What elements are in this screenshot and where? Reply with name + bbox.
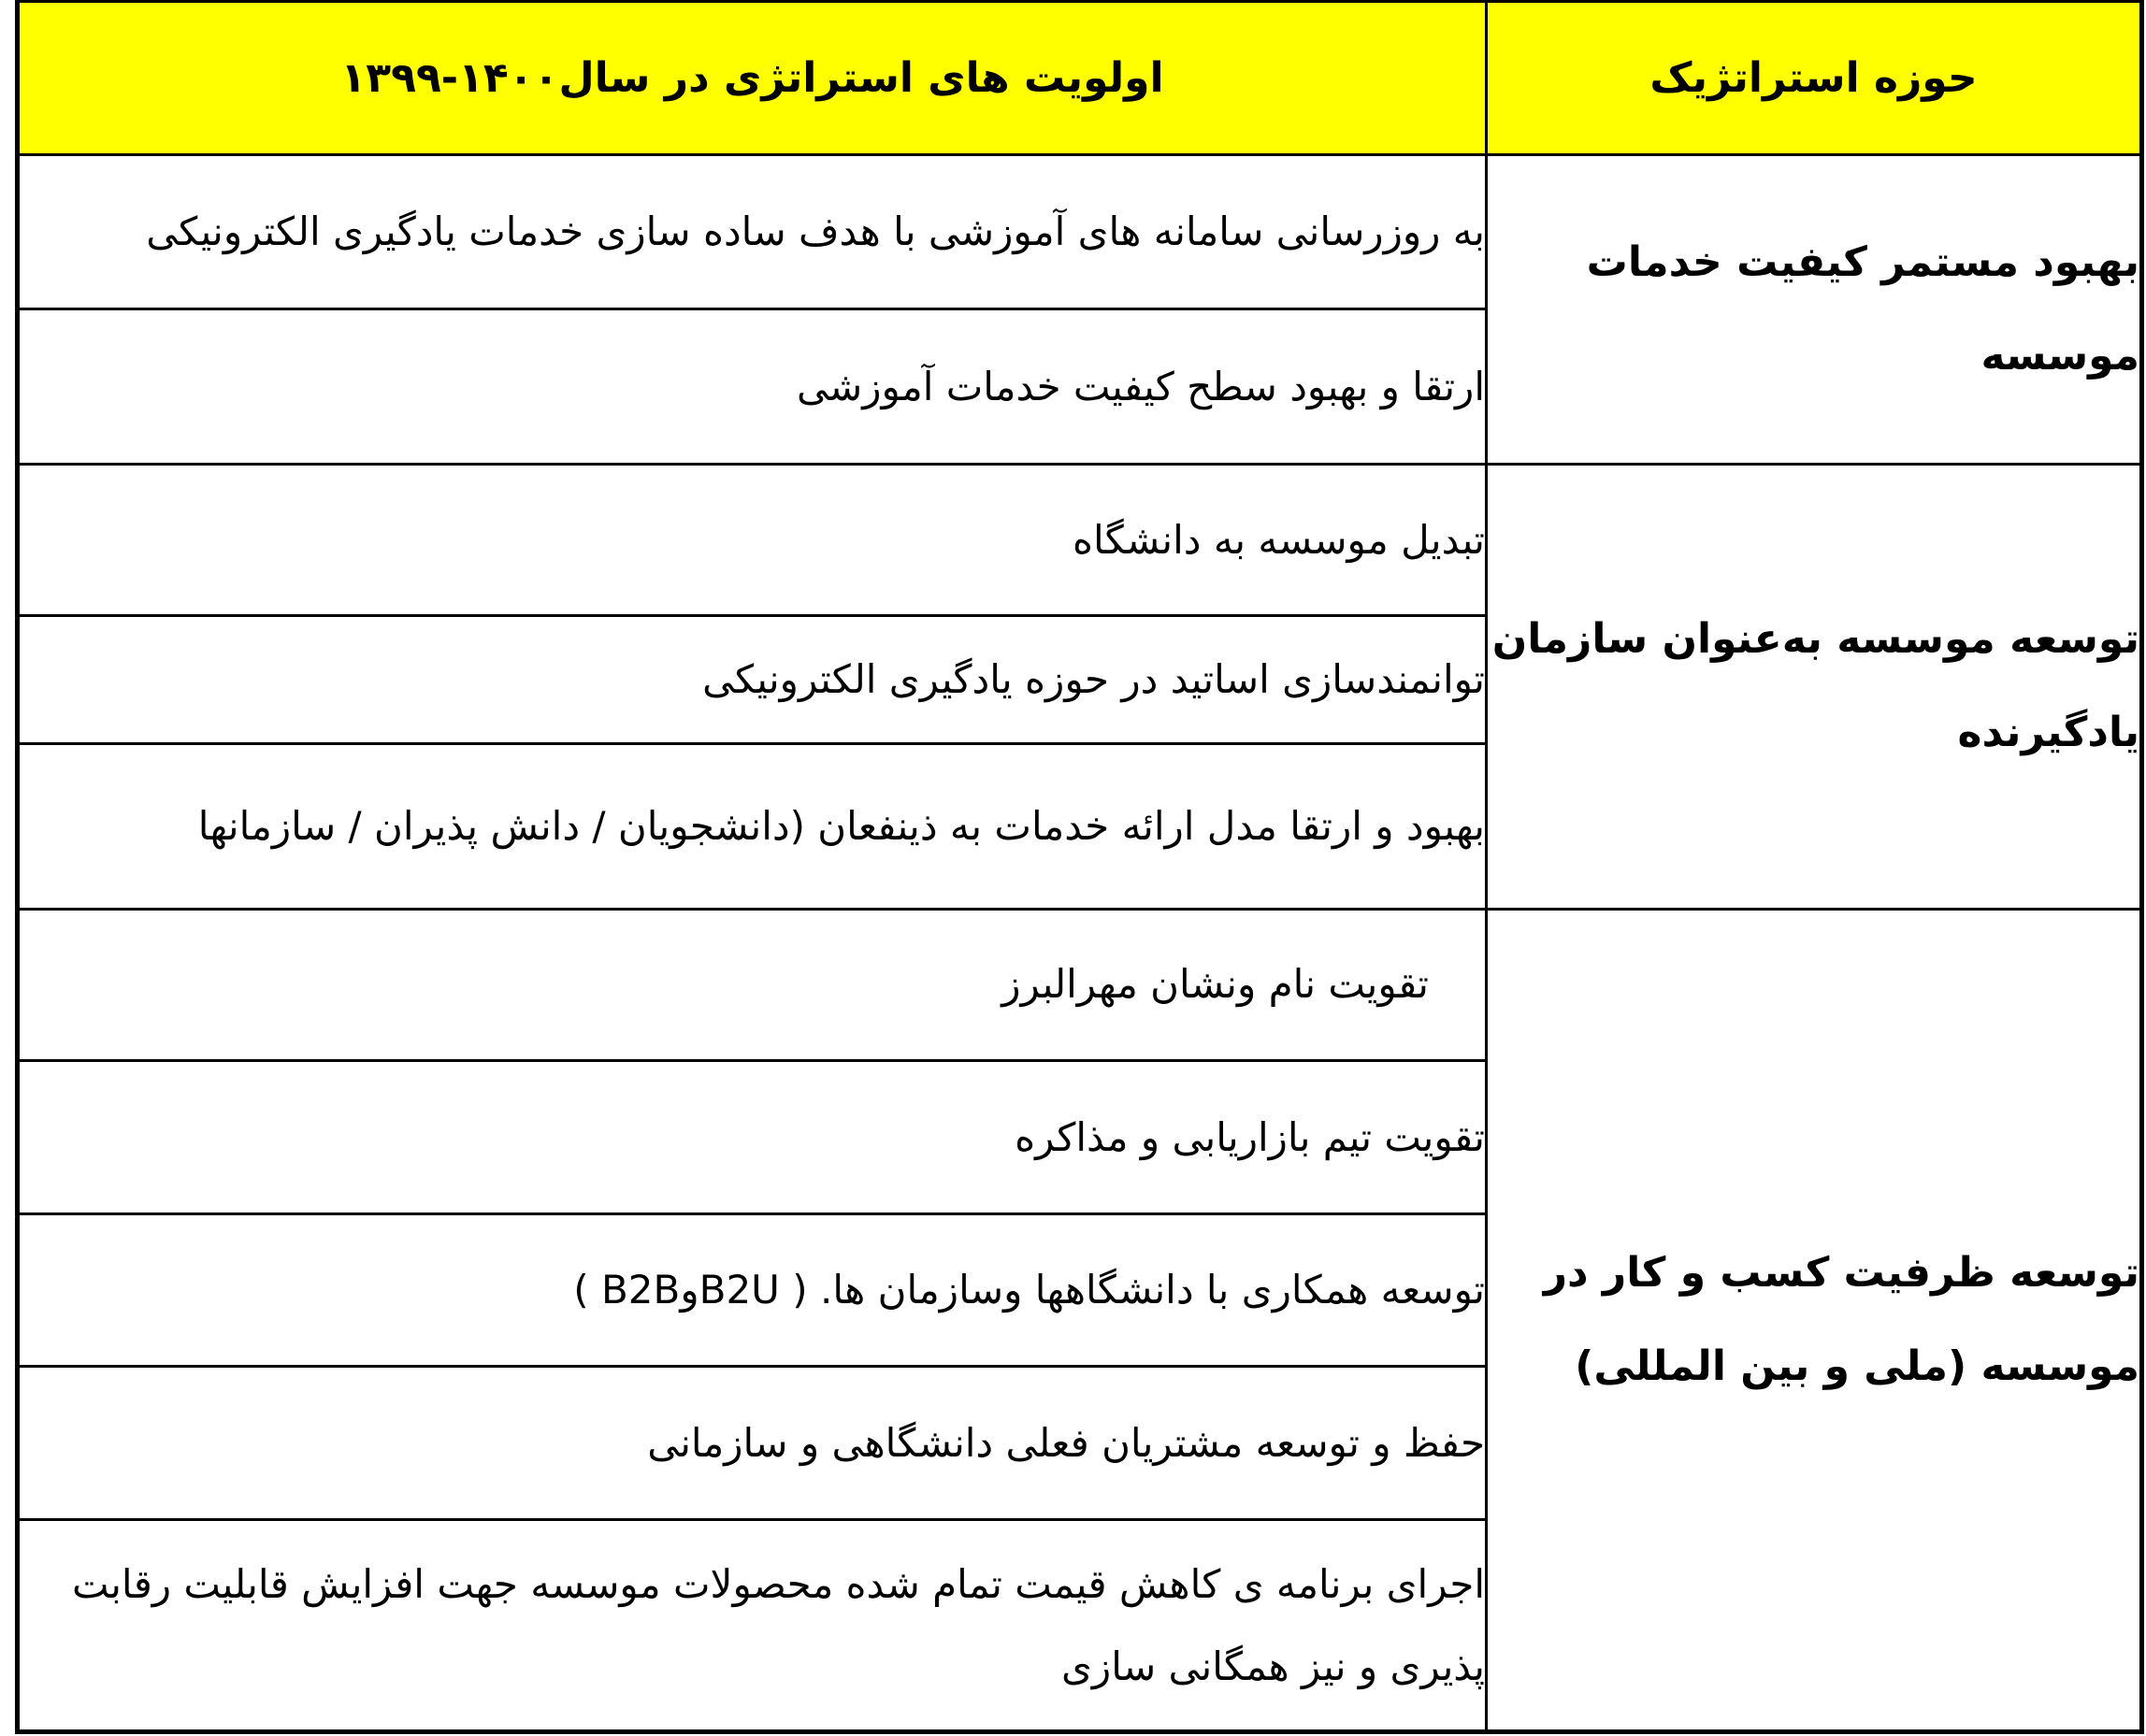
priority-item: تبدیل موسسه به دانشگاه — [19, 464, 1487, 616]
domain-cell: توسعه ظرفیت کسب و کار در موسسه (ملی و بین المللی) — [1487, 909, 2141, 1730]
priority-item: به روزرسانی سامانه های آموزشی با هدف ساده سازی خدمات یادگیری الکترونیکی — [19, 154, 1487, 309]
priority-item: حفظ و توسعه مشتریان فعلی دانشگاهی و سازمانی — [19, 1367, 1487, 1520]
priority-item: تقویت تیم بازاریابی و مذاکره — [19, 1061, 1487, 1214]
priorities-column-header: اولویت های استراتژی در سال۱۴۰۰-۱۳۹۹ — [19, 2, 1487, 155]
priority-item: ارتقا و بهبود سطح کیفیت خدمات آموزشی — [19, 309, 1487, 465]
priority-item: توسعه همکاری با دانشگاهها وسازمان ها. ( B2UوB2B ) — [19, 1213, 1487, 1367]
priority-item: اجرای برنامه ی کاهش قیمت تمام شده محصولات موسسه جهت افزایش قابلیت رقابت پذیری و نیز همگانی سازی — [19, 1520, 1487, 1731]
table-row — [19, 909, 2141, 1061]
table-row — [19, 464, 2141, 616]
table-header-row — [19, 2, 2141, 155]
table-row — [19, 154, 2141, 309]
domain-cell: توسعه موسسه به‌عنوان سازمان یادگیرنده — [1487, 464, 2141, 909]
priority-item: تقویت نام ونشان مهرالبرز — [19, 909, 1487, 1061]
domain-cell: بهبود مستمر کیفیت خدمات موسسه — [1487, 154, 2141, 464]
priority-item: توانمندسازی اساتید در حوزه یادگیری الکترونیکی — [19, 616, 1487, 744]
domain-column-header: حوزه استراتژیک — [1487, 2, 2141, 155]
priority-item: بهبود و ارتقا مدل ارائه خدمات به ذینفعان (دانشجویان / دانش پذیران / سازمانها — [19, 743, 1487, 909]
strategy-table — [17, 0, 2142, 1732]
